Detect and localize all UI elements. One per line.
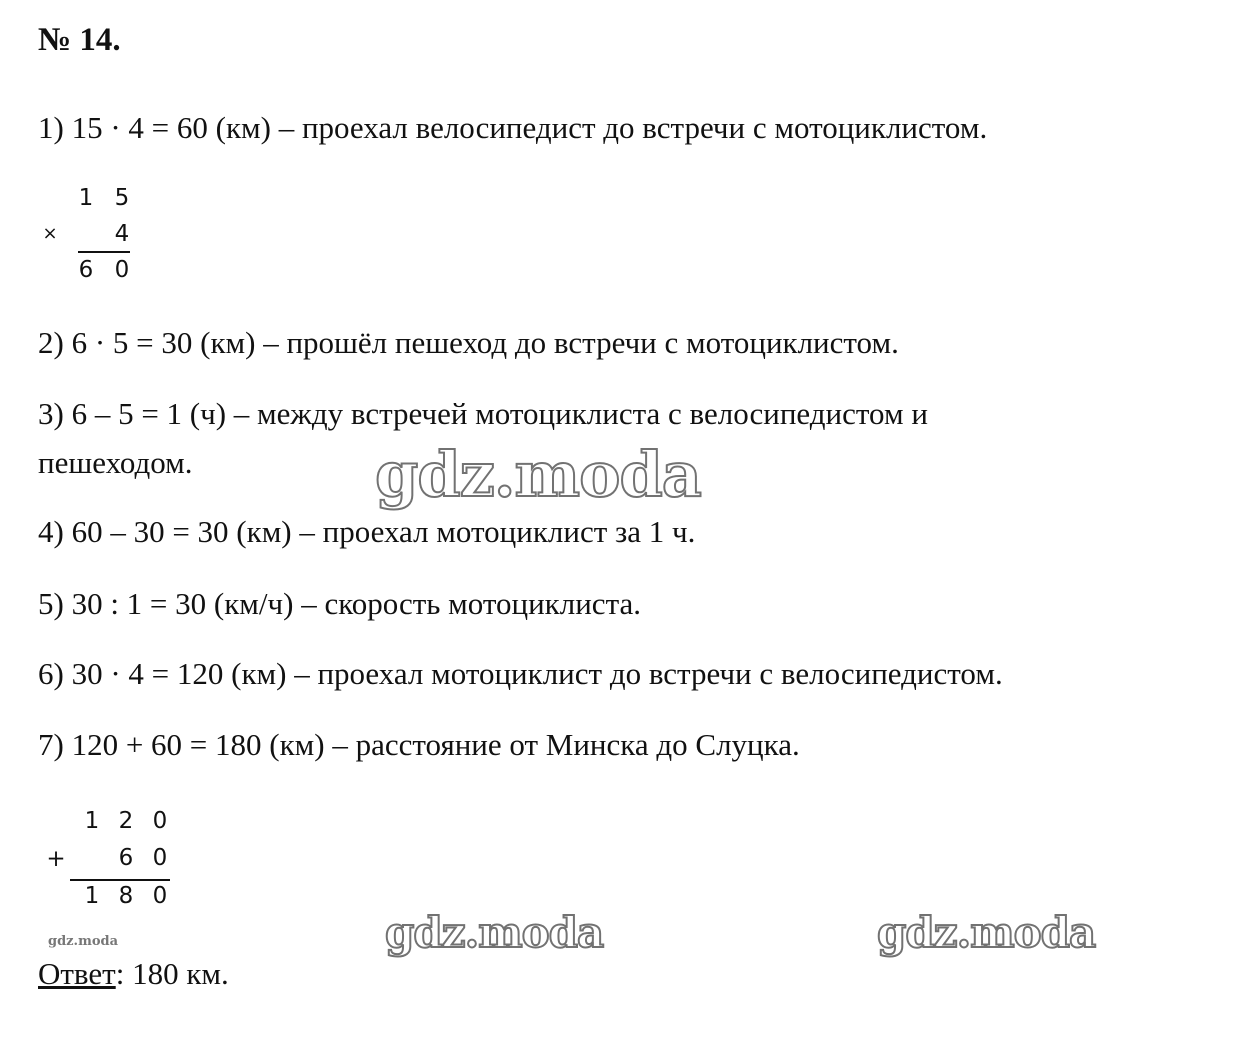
watermark-bottom-right: gdz.moda [877,908,1096,957]
calc2-result-digit: 0 [152,883,168,909]
addition-calc [40,808,180,918]
step-2: 2) 6 · 5 = 30 (км) – прошёл пешеход до встречи с мотоциклистом. [38,325,899,360]
calc2-digit: 1 [84,808,100,834]
plus-sign: + [46,846,66,872]
watermark-bottom-left: gdz.moda [385,908,604,957]
step-6: 6) 30 · 4 = 120 (км) – проехал мотоциклист до встречи с велосипедистом. [38,656,1003,691]
step-3-continuation: пешеходом. [38,445,193,480]
multiply-sign: × [42,223,58,244]
calc2-result-digit: 8 [118,883,134,909]
calc1-digit: 4 [114,221,130,247]
multiplication-calc [40,185,140,285]
step-4: 4) 60 – 30 = 30 (км) – проехал мотоциклист за 1 ч. [38,514,696,549]
problem-title: № 14. [38,22,121,58]
calc1-rule [78,251,130,253]
calc1-digit: 5 [114,185,130,211]
calc2-digit: 6 [118,845,134,871]
answer-text: : 180 км. [115,956,229,991]
calc1-result-digit: 6 [78,257,94,283]
watermark-small: gdz.moda [48,934,119,949]
answer-line [38,958,229,989]
calc2-result-digit: 1 [84,883,100,909]
calc2-digit: 0 [152,845,168,871]
calc1-result-digit: 0 [114,257,130,283]
calc2-rule [70,879,170,881]
calc2-digit: 2 [118,808,134,834]
step-5: 5) 30 : 1 = 30 (км/ч) – скорость мотоциклиста. [38,586,642,621]
calc2-digit: 0 [152,808,168,834]
answer-label: Ответ [38,956,116,991]
watermark-main: gdz.moda [375,438,701,511]
calc1-digit: 1 [78,185,94,211]
step-3: 3) 6 – 5 = 1 (ч) – между встречей мотоциклиста с велосипедистом и [38,396,928,431]
step-1: 1) 15 · 4 = 60 (км) – проехал велосипедист до встречи с мотоциклистом. [38,110,988,145]
step-7: 7) 120 + 60 = 180 (км) – расстояние от Минска до Слуцка. [38,727,800,762]
